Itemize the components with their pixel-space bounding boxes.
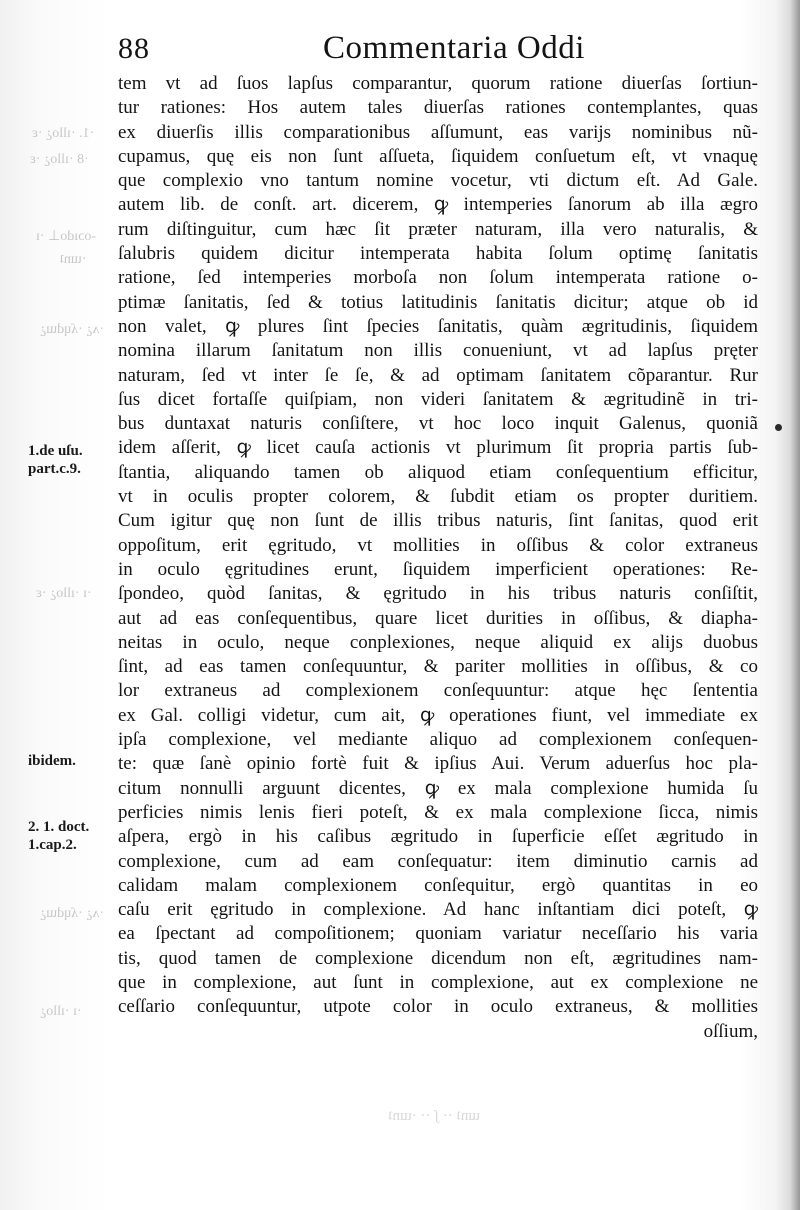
text-line: tur rationes: Hos autem tales diuerſas rationes contemplantes, quas — [118, 97, 758, 119]
text-line: ſint, ad eas tamen conſequuntur, & pariter mollities in oſſibus, & co — [118, 656, 758, 678]
text-line: caſu erit ęgritudo in complexione. Ad hanc inſtantiam dici poteſt, ꝙ — [118, 899, 758, 921]
text-line: autem lib. de conſt. art. dicerem, ꝙ intemperies ſanorum ab illa ægro — [118, 194, 758, 216]
show-through-mark: ɯnʇ ·· ʃ ·· ·ɯnʇ — [388, 1108, 480, 1124]
text-line: ex diuerſis illis comparationibus aſſumunt, eas varijs nominibus nũ- — [118, 121, 758, 143]
running-title: Commentaria Oddi — [323, 30, 585, 66]
text-line: citum nonnulli arguunt dicentes, ꝙ ex mala complexione humida ſu — [118, 777, 758, 799]
text-line: ea ſpectant ad compoſitionem; quoniam variatur neceſſario his varia — [118, 923, 758, 945]
text-line: in oculo ęgritudines erunt, ſiquidem imperficient operationes: Re- — [118, 558, 758, 580]
marginal-note-line: ibidem. — [28, 753, 76, 769]
show-through-mark: ·ı ·ıllo¿ — [40, 1004, 82, 1019]
page-number: 88 — [118, 32, 150, 65]
show-through-mark: ·ʌ¿ ·ʎɥdɯ¿ — [40, 906, 105, 921]
body-text — [118, 72, 758, 1044]
text-line: neitas in oculo, neque conplexiones, neque aliquid ex alijs duobus — [118, 631, 758, 653]
catchword: oſſium, — [703, 1020, 758, 1042]
text-line: idem aſſerit, ꝙ licet cauſa actionis vt plurimum ſit propria partis ſub- — [118, 437, 758, 459]
text-line: ptimæ ſanitatis, ſed & totius latitudinis ſanitatis dicitur; atque ob id — [118, 291, 758, 313]
text-line: calidam malam complexionem conſequitur, ergò quantitas in eo — [118, 874, 758, 896]
text-line: aſpera, ergò in his caſibus ægritudo in ſuperficie eſſet ægritudo in — [118, 826, 758, 848]
marginal-note — [28, 818, 89, 854]
text-line: ſalubris quidem dicitur intemperata habita ſolum optimę ſanitatis — [118, 243, 758, 265]
text-line: naturam, ſed vt inter ſe ſe, & ad optimam ſanitatem cõparantur. Rur — [118, 364, 758, 386]
text-line: ſtantia, aliquando tamen ob aliquod etiam conſequentium efficitur, — [118, 461, 758, 483]
text-line: bus duntaxat naturis conſiſtere, vt hoc loco inquit Galenus, quoniã — [118, 413, 758, 435]
text-line: que in complexione, aut ſunt in complexione, aut ex complexione ne — [118, 971, 758, 993]
ink-dot — [775, 424, 782, 431]
show-through-mark: ·ı ·ıllo¿ ·ɛ — [36, 586, 92, 601]
text-line: oppoſitum, erit ęgritudo, vt mollities in oſſibus & color extraneus — [118, 534, 758, 556]
text-line: tem vt ad ſuos lapſus comparantur, quorum ratione diuerſas ſortiun- — [118, 73, 758, 94]
text-line: ipſa complexione, vel mediante aliquo ad complexionem conſequen- — [118, 729, 758, 751]
text-line: ſus dicet fortaſſe quiſpiam, non videri ſanitatem & ægritudinẽ in tri- — [118, 388, 758, 410]
text-line: lor extraneus ad complexionem conſequuntur: atque hęc ſententia — [118, 680, 758, 702]
marginal-note-line: 1.de uſu. — [28, 443, 83, 459]
text-line: que complexio vno tantum nomine vocetur, vti dictum eſt. Ad Gale. — [118, 170, 758, 192]
text-line: ceſſario conſequuntur, utpote color in oculo extraneus, & mollities — [118, 996, 758, 1018]
text-line: perficies nimis lenis fieri poteſt, & ex mala complexione ſicca, nimis — [118, 801, 758, 823]
marginal-note-line: 2. 1. doct. — [28, 819, 90, 835]
text-line: nomina illarum ſanitatum non illis conueniunt, vt ad lapſus pręter — [118, 340, 758, 362]
text-line: cupamus, quę eis non ſunt aſſueta, ſiquidem conſuetum eſt, vt vnaquę — [118, 145, 758, 167]
show-through-mark: -oɔıdo⊥ ·ı — [36, 229, 97, 244]
show-through-mark: ·ɯnʇ — [60, 252, 87, 267]
show-through-mark: ·ʌ¿ ·ʎɥdɯ¿ — [40, 322, 105, 337]
show-through-mark: ·8 ·ıllo¿ ·ɛ — [30, 152, 89, 167]
text-line: aut ad eas conſequentibus, quare licet durities in oſſibus, & diapha- — [118, 607, 758, 629]
text-line: ſpondeo, quòd ſanitas, & ęgritudo in his tribus naturis conſiſtit, — [118, 583, 758, 605]
text-line: vt in oculis propter colorem, & ſubdit etiam os propter duritiem. — [118, 486, 758, 508]
gutter-shadow — [790, 0, 800, 1210]
text-line: ratione, ſed intemperies morboſa non ſolum intemperata ratione o- — [118, 267, 758, 289]
text-line: tis, quod tamen de complexione dicendum non eſt, ægritudines nam- — [118, 947, 758, 969]
page-header — [118, 30, 758, 70]
show-through-mark: ·1. ·ıllo¿ ·ɛ — [32, 126, 95, 141]
text-line: te: quæ ſanè opinio fortè fuit & ipſius Aui. Verum aduerſus hoc pla- — [118, 753, 758, 775]
marginal-note — [28, 752, 76, 770]
text-line: complexione, cum ad eam conſequatur: item diminutio carnis ad — [118, 850, 758, 872]
marginal-note-line: 1.cap.2. — [28, 837, 77, 853]
text-line: rum diſtinguitur, cum hæc ſit præter naturam, illa vero naturalis, & — [118, 218, 758, 240]
text-line: Cum igitur quę non ſunt de illis tribus naturis, ſint ſanitas, quod erit — [118, 510, 758, 532]
text-line: ex Gal. colligi videtur, cum ait, ꝙ operationes fiunt, vel immediate ex — [118, 704, 758, 726]
marginal-note-line: part.c.9. — [28, 461, 81, 477]
marginal-note — [28, 442, 83, 478]
text-line: non valet, ꝙ plures ſint ſpecies ſanitatis, quàm ægritudinis, ſiquidem — [118, 315, 758, 337]
